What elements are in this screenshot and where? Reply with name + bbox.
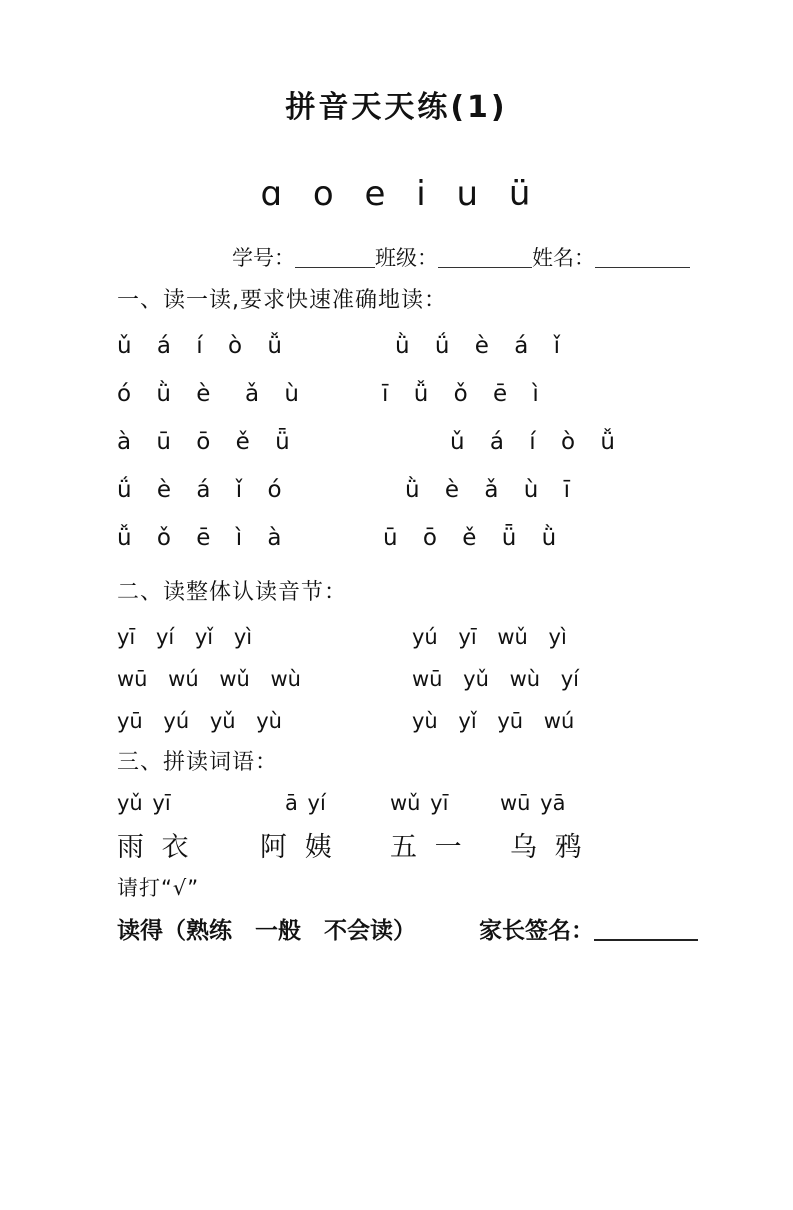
header-fields-row [232,244,698,272]
syllable-group: wū yǔ wù yí [412,667,579,691]
section1-heading: 一、读一读,要求快速准确地读： [117,288,447,313]
syllable-row [117,658,698,700]
signature-blank [594,917,698,941]
syllable-group: yī yí yǐ yì [117,625,253,649]
pinyin-group: ǜ è ǎ ù ī [405,477,571,503]
pinyin-group: ǔ á í ò ǚ [117,333,282,359]
syllable-group: wū wú wǔ wù [117,667,301,691]
word-hanzi: 五 一 [390,831,463,863]
worksheet-body [0,244,793,947]
section1-rows [117,322,698,562]
pinyin-group: ǜ ǘ è á ǐ [395,333,561,359]
student-id-blank [295,247,375,268]
pinyin-letters-subtitle: ɑ o e i u ü [260,174,533,214]
word-pinyin: ā yí [285,791,326,815]
pinyin-group: ī ǚ ǒ ē ì [382,381,539,407]
pinyin-group: à ū ō ě ǖ [117,429,290,455]
signature-label: 家长签名： [479,918,594,944]
pinyin-group: ū ō ě ǖ ǜ [383,525,557,551]
word-pinyin: wǔ yī [390,791,449,815]
section2-rows [117,616,698,742]
word-pinyin: wū yā [500,791,566,815]
section3-heading: 三、拼读词语： [117,750,279,775]
pinyin-group: ǚ ǒ ē ì à [117,525,282,551]
student-id-label: 学号： [232,246,295,270]
pinyin-row [117,514,698,562]
worksheet-page [0,88,793,1210]
class-label: 班级： [375,246,438,270]
pinyin-row [117,322,698,370]
syllable-row [117,700,698,742]
syllable-group: yú yī wǔ yì [412,625,567,649]
word-hanzi: 阿 姨 [260,831,333,863]
class-blank [438,247,532,268]
name-label: 姓名： [532,246,595,270]
pinyin-group: ǎ ù [245,381,299,407]
name-blank [595,247,690,268]
pinyin-row [117,466,698,514]
word-hanzi-row [117,826,698,862]
pinyin-row [117,418,698,466]
syllable-row [117,616,698,658]
pinyin-group: ó ǜ è [117,381,211,407]
check-instruction: 请打“√” [117,876,200,900]
word-pinyin: yǔ yī [117,791,171,815]
word-pinyin-row [117,788,698,818]
pinyin-group: ǔ á í ò ǚ [450,429,615,455]
rating-row [117,914,698,947]
word-hanzi: 乌 鸦 [510,831,583,863]
syllable-group: yù yǐ yū wú [412,709,575,733]
pinyin-row [117,370,698,418]
section2-heading: 二、读整体认读音节： [117,580,348,605]
rating-options: 读得（熟练 一般 不会读） [117,918,416,944]
page-title: 拼音天天练(1) [285,90,508,125]
word-hanzi: 雨 衣 [117,831,190,863]
syllable-group: yū yú yǔ yù [117,709,282,733]
pinyin-group: ǘ è á ǐ ó [117,477,282,503]
